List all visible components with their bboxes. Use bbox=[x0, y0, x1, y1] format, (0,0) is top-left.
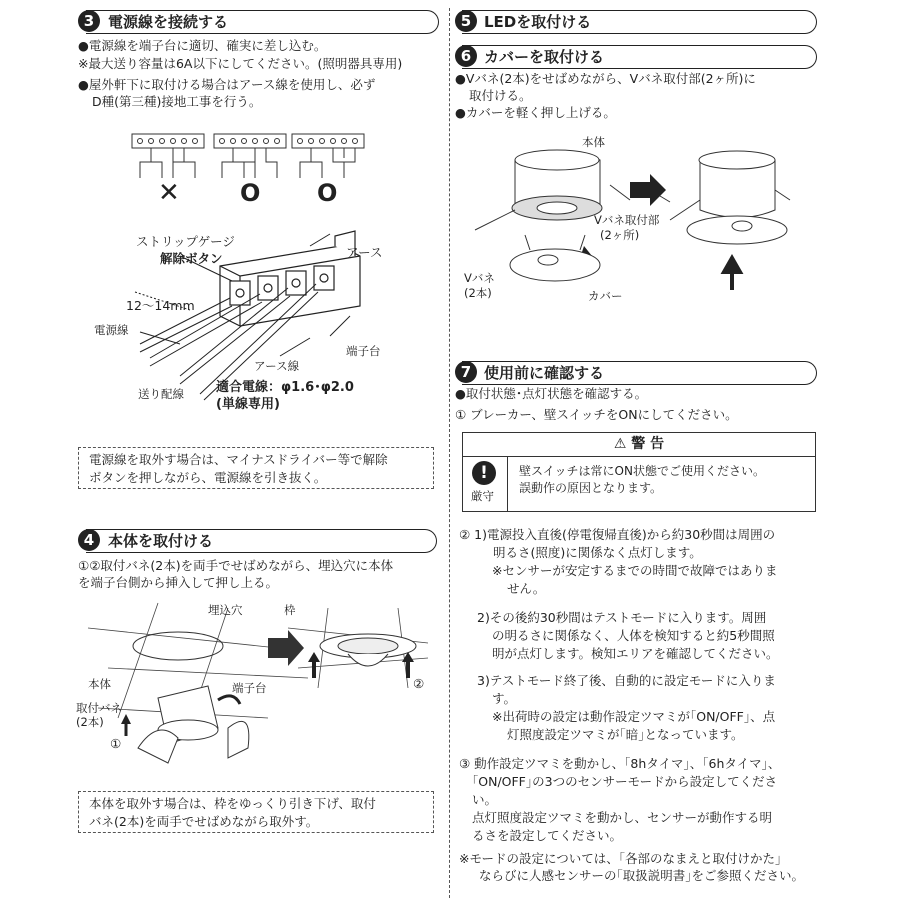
sec7-step: ※出荷時の設定は動作設定ツマミが｢ON/OFF｣、点 bbox=[492, 709, 776, 724]
sec6-line: 取付ける。 bbox=[469, 88, 532, 103]
warning-icon-cell bbox=[463, 457, 508, 511]
warning-line: 壁スイッチは常にON状態でご使用ください。 bbox=[519, 464, 765, 478]
warning-title: ⚠ 警 告 bbox=[463, 433, 815, 457]
strip-gauge-label: ストリップゲージ bbox=[136, 234, 235, 249]
sec3-line: ●屋外軒下に取付ける場合はアース線を使用し、必ず bbox=[78, 77, 376, 92]
sec3-removal-note bbox=[78, 447, 434, 489]
section-5-number: 5 bbox=[455, 10, 477, 32]
body-label: 本体 bbox=[88, 677, 111, 691]
section-5-title: LEDを取付ける bbox=[484, 13, 592, 31]
vspring-mount-count: (2ヶ所) bbox=[600, 228, 640, 242]
compatible-wire-label: 適合電線：φ1.6･φ2.0 bbox=[216, 380, 354, 395]
note-line: 電源線を取外す場合は、マイナスドライバー等で解除 bbox=[89, 452, 388, 467]
release-button-label: 解除ボタン bbox=[160, 251, 223, 266]
sec6-line: ●Vバネ(2本)をせばめながら、Vバネ取付部(2ヶ所)に bbox=[455, 71, 756, 86]
note-line: バネ(2本)を両手でせばめながら取外す。 bbox=[89, 814, 319, 829]
section-3-number: 3 bbox=[78, 10, 100, 32]
sec7-step: す。 bbox=[492, 691, 517, 706]
spring-count-label: (2本) bbox=[76, 715, 104, 729]
sec7-step: せん。 bbox=[507, 581, 546, 596]
column-divider bbox=[449, 8, 450, 898]
earth-wire-label: アース線 bbox=[254, 359, 300, 373]
sec7-step: 3)テストモード終了後、自動的に設定モードに入りま bbox=[477, 673, 776, 688]
sec7-line: ① ブレーカー、壁スイッチをONにしてください。 bbox=[455, 407, 738, 422]
earth-label: アース bbox=[346, 245, 383, 260]
section-7-number: 7 bbox=[455, 361, 477, 383]
sec7-step: 2)その後約30秒間はテストモードに入ります。周囲 bbox=[477, 610, 767, 625]
warning-box bbox=[462, 432, 816, 512]
sec7-step: 明るさ(照度)に関係なく点灯します。 bbox=[493, 545, 702, 560]
sec4-removal-note bbox=[78, 791, 434, 833]
step-1-marker: ① bbox=[110, 736, 122, 751]
sec3-line: ●電源線を端子台に適切、確実に差し込む。 bbox=[78, 38, 327, 53]
sec7-step: 明が点灯します。検知エリアを確認してください。 bbox=[492, 646, 779, 661]
sec3-line: ※最大送り容量は6A以下にしてください。(照明器具専用) bbox=[78, 56, 403, 71]
section-3-title: 電源線を接続する bbox=[108, 13, 229, 31]
compatible-wire-sub: (単線専用) bbox=[216, 397, 280, 412]
section-6-title: カバーを取付ける bbox=[484, 48, 605, 66]
note-line: 本体を取外す場合は、枠をゆっくり引き下げ、取付 bbox=[89, 796, 376, 811]
sec7-step: ③ 動作設定ツマミを動かし、｢8hタイマ｣、｢6hタイマ｣、 bbox=[459, 756, 781, 771]
power-wire-label: 電源線 bbox=[94, 323, 129, 337]
sec7-step: ※モードの設定については、｢各部のなまえと取付けかた｣ bbox=[459, 851, 782, 866]
sec7-step: ｢ON/OFF｣の3つのセンサーモードから設定してくださ bbox=[472, 774, 778, 789]
warning-line: 誤動作の原因となります。 bbox=[519, 481, 663, 495]
sec4-line: ①②取付バネ(2本)を両手でせばめながら、埋込穴に本体 bbox=[78, 558, 394, 573]
wiring-ok-mark: O bbox=[240, 179, 261, 207]
sec4-line: を端子台側から挿入して押し上る。 bbox=[78, 575, 279, 590]
vspring-label: Vバネ bbox=[464, 271, 495, 285]
cover-install-illustration bbox=[470, 140, 810, 320]
step-2-marker: ② bbox=[413, 676, 425, 691]
spring-label: 取付バネ bbox=[76, 701, 122, 715]
sec6-line: ●カバーを軽く押し上げる。 bbox=[455, 105, 616, 120]
terminal-label: 端子台 bbox=[232, 681, 267, 695]
section-7-title: 使用前に確認する bbox=[484, 364, 605, 382]
section-6-number: 6 bbox=[455, 45, 477, 67]
vspring-mount-label: Vバネ取付部 bbox=[594, 213, 660, 227]
note-line: ボタンを押しながら、電源線を引き抜く。 bbox=[89, 470, 327, 485]
frame-label: 枠 bbox=[284, 603, 296, 617]
section-4-title: 本体を取付ける bbox=[108, 532, 214, 550]
sec7-step: ならびに人感センサーの｢取扱説明書｣をご参照ください。 bbox=[479, 868, 805, 883]
sec7-step: 灯照度設定ツマミが｢暗｣となっています。 bbox=[507, 727, 744, 742]
sec7-step: ※センサーが安定するまでの時間で故障ではありま bbox=[492, 563, 778, 578]
warning-badge: 厳守 bbox=[471, 489, 494, 503]
terminal-block-label: 端子台 bbox=[346, 344, 381, 358]
sec7-step: の明るさに関係なく、人体を検知すると約5秒間照 bbox=[492, 628, 775, 643]
strip-length-label: 12〜14mm bbox=[126, 298, 195, 313]
wiring-ok-mark: O bbox=[317, 179, 338, 207]
vspring-count: (2本) bbox=[464, 286, 492, 300]
wiring-ng-mark: ✕ bbox=[158, 178, 180, 208]
sec7-step: い。 bbox=[472, 792, 498, 807]
hole-label: 埋込穴 bbox=[208, 603, 243, 617]
sec3-line: D種(第三種)接地工事を行う。 bbox=[92, 94, 262, 109]
section-4-number: 4 bbox=[78, 529, 100, 551]
sec7-step: ② 1)電源投入直後(停電復帰直後)から約30秒間は周囲の bbox=[459, 527, 776, 542]
sec7-line: ●取付状態･点灯状態を確認する。 bbox=[455, 386, 648, 401]
sec7-step: 点灯照度設定ツマミを動かし、センサーが動作する明 bbox=[472, 810, 773, 825]
exclamation-icon: ! bbox=[472, 461, 496, 485]
send-wiring-label: 送り配線 bbox=[138, 387, 184, 401]
cover-body-label: 本体 bbox=[582, 135, 605, 149]
cover-label: カバー bbox=[588, 289, 623, 303]
sec7-step: るさを設定してください。 bbox=[472, 828, 623, 843]
